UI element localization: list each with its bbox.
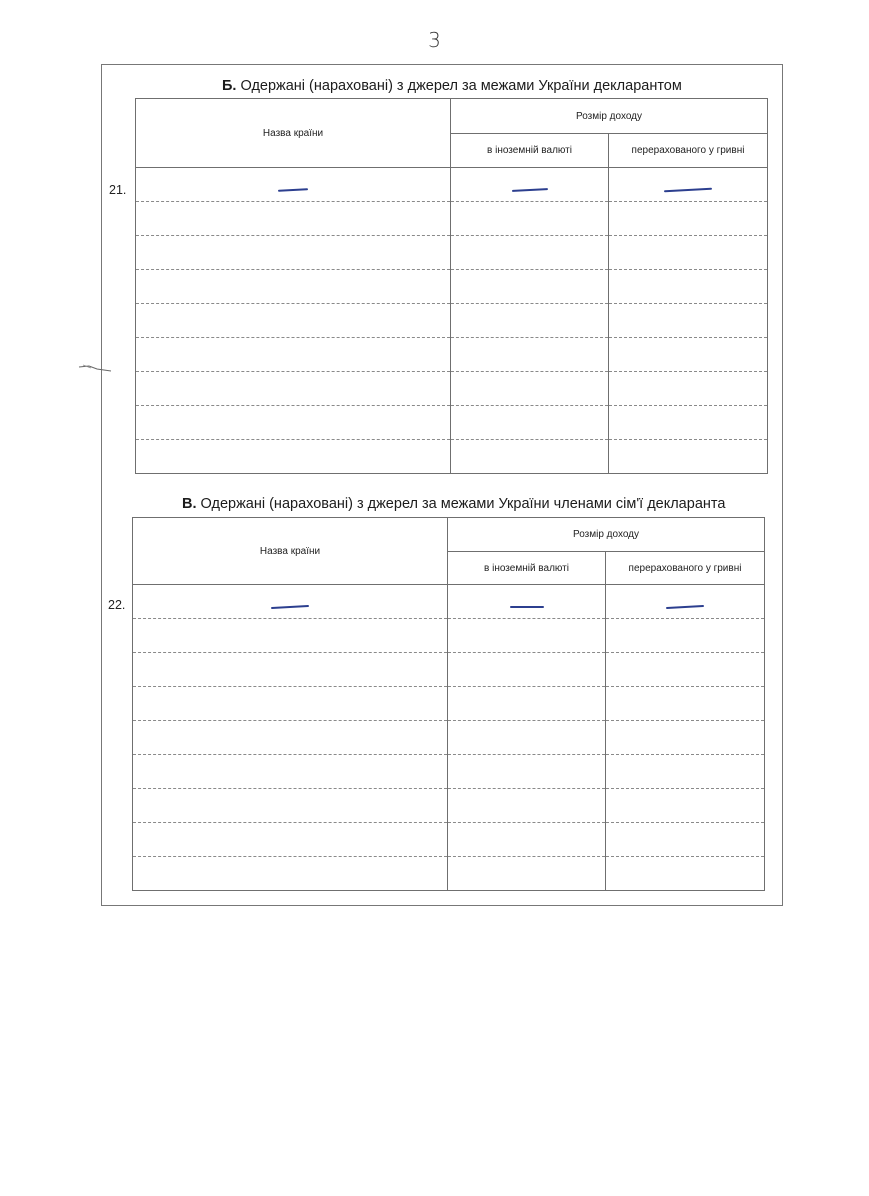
cell-country[interactable] <box>133 619 448 653</box>
cell-foreign-currency[interactable] <box>451 304 609 338</box>
cell-country[interactable] <box>136 304 451 338</box>
dash-mark <box>510 606 544 608</box>
cell-country[interactable] <box>136 236 451 270</box>
section-b-letter: Б. <box>222 78 237 94</box>
cell-foreign-currency[interactable] <box>448 687 606 721</box>
col-header-country: Назва країни <box>133 518 448 585</box>
cell-foreign-currency[interactable] <box>451 440 609 474</box>
cell-country[interactable] <box>136 202 451 236</box>
cell-foreign-currency[interactable] <box>451 236 609 270</box>
table-row <box>136 236 768 270</box>
cell-foreign-currency[interactable] <box>448 585 606 619</box>
cell-foreign-currency[interactable] <box>451 168 609 202</box>
col-header-income-size: Розмір доходу <box>451 99 768 134</box>
table-row <box>133 755 765 789</box>
section-b-table <box>135 98 768 474</box>
cell-country[interactable] <box>133 857 448 891</box>
cell-country[interactable] <box>136 406 451 440</box>
cell-foreign-currency[interactable] <box>451 270 609 304</box>
table-row <box>136 270 768 304</box>
cell-country[interactable] <box>136 440 451 474</box>
cell-uah[interactable] <box>606 755 765 789</box>
table-row <box>133 619 765 653</box>
table-row <box>133 857 765 891</box>
table-row <box>133 653 765 687</box>
cell-foreign-currency[interactable] <box>451 202 609 236</box>
cell-uah[interactable] <box>606 789 765 823</box>
col-header-foreign-currency: в іноземній валюті <box>448 552 606 585</box>
cell-foreign-currency[interactable] <box>448 653 606 687</box>
dash-mark <box>511 188 547 192</box>
table-row <box>136 168 768 202</box>
cell-uah[interactable] <box>609 270 768 304</box>
cell-uah[interactable] <box>609 372 768 406</box>
col-header-foreign-currency: в іноземній валюті <box>451 134 609 168</box>
cell-uah[interactable] <box>609 304 768 338</box>
section-b-title-text: Одержані (нараховані) з джерел за межами України декларантом <box>240 78 682 94</box>
cell-uah[interactable] <box>606 823 765 857</box>
stray-pen-mark <box>77 362 115 374</box>
cell-uah[interactable] <box>606 619 765 653</box>
cell-country[interactable] <box>133 653 448 687</box>
table-row <box>136 440 768 474</box>
cell-foreign-currency[interactable] <box>448 789 606 823</box>
cell-country[interactable] <box>133 755 448 789</box>
cell-foreign-currency[interactable] <box>448 619 606 653</box>
cell-uah[interactable] <box>606 721 765 755</box>
cell-uah[interactable] <box>609 236 768 270</box>
table-row <box>136 372 768 406</box>
section-v-letter: В. <box>182 496 197 512</box>
col-header-income-size: Розмір доходу <box>448 518 765 552</box>
section-b-title <box>222 78 682 94</box>
table-row <box>136 202 768 236</box>
col-header-uah: перерахованого у гривні <box>606 552 765 585</box>
cell-uah[interactable] <box>609 338 768 372</box>
col-header-country: Назва країни <box>136 99 451 168</box>
row-number-21: 21. <box>109 183 127 197</box>
cell-country[interactable] <box>133 823 448 857</box>
cell-uah[interactable] <box>609 168 768 202</box>
cell-foreign-currency[interactable] <box>448 823 606 857</box>
section-v-title <box>182 496 725 512</box>
cell-country[interactable] <box>133 721 448 755</box>
col-header-uah: перерахованого у гривні <box>609 134 768 168</box>
cell-foreign-currency[interactable] <box>451 338 609 372</box>
section-v-title-text: Одержані (нараховані) з джерел за межами України членами сім'ї декларанта <box>200 496 726 512</box>
dash-mark <box>666 605 704 609</box>
table-row <box>133 687 765 721</box>
cell-foreign-currency[interactable] <box>451 406 609 440</box>
table-row <box>136 406 768 440</box>
table-row <box>136 338 768 372</box>
cell-uah[interactable] <box>609 440 768 474</box>
cell-uah[interactable] <box>609 202 768 236</box>
cell-country[interactable] <box>133 687 448 721</box>
cell-country[interactable] <box>136 338 451 372</box>
table-row <box>136 304 768 338</box>
cell-foreign-currency[interactable] <box>448 755 606 789</box>
table-row <box>133 789 765 823</box>
cell-country[interactable] <box>133 585 448 619</box>
cell-uah[interactable] <box>609 406 768 440</box>
cell-country[interactable] <box>136 270 451 304</box>
table-row <box>133 823 765 857</box>
table-row <box>133 585 765 619</box>
row-number-22: 22. <box>108 598 126 612</box>
dash-mark <box>664 188 712 193</box>
cell-uah[interactable] <box>606 857 765 891</box>
cell-uah[interactable] <box>606 585 765 619</box>
dash-mark <box>278 188 308 192</box>
table-row <box>133 721 765 755</box>
cell-foreign-currency[interactable] <box>448 857 606 891</box>
cell-foreign-currency[interactable] <box>448 721 606 755</box>
cell-country[interactable] <box>136 372 451 406</box>
page-number: 3 <box>428 28 441 52</box>
section-v-table <box>132 517 765 891</box>
dash-mark <box>271 605 309 609</box>
cell-foreign-currency[interactable] <box>451 372 609 406</box>
cell-country[interactable] <box>136 168 451 202</box>
cell-country[interactable] <box>133 789 448 823</box>
cell-uah[interactable] <box>606 653 765 687</box>
cell-uah[interactable] <box>606 687 765 721</box>
